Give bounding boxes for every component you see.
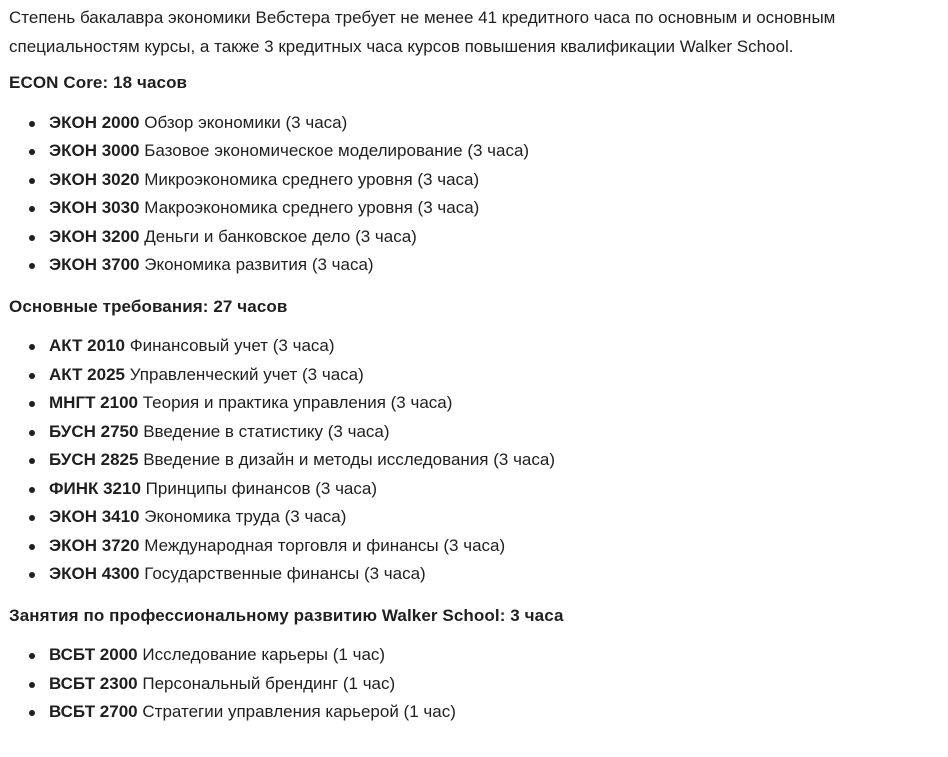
list-item [9,532,930,561]
course-title: Исследование карьеры (1 час) [142,645,386,664]
list-item [9,194,930,223]
course-code: ЭКОН 4300 [49,564,140,583]
bullet-icon [29,235,35,241]
course-list [9,332,930,589]
course-title: Экономика труда (3 часа) [144,507,347,526]
bullet-icon [29,515,35,521]
course-list [9,109,930,280]
bullet-icon [29,544,35,550]
course-code: ЭКОН 3200 [49,226,140,246]
section-econ-core [9,69,930,280]
course-code: ЭКОН 3020 [49,169,140,189]
course-code: ВСБТ 2700 [49,702,138,721]
bullet-icon [29,206,35,212]
course-title: Экономика развития (3 часа) [144,255,374,274]
course-title: Обзор экономики (3 часа) [144,112,348,132]
course-code: ВСБТ 2000 [49,645,138,664]
course-title: Управленческий учет (3 часа) [129,364,364,384]
list-item [9,166,930,195]
list-item [9,251,930,280]
course-code: ЭКОН 3720 [49,535,140,555]
course-title: Принципы финансов (3 часа) [145,478,377,498]
course-title: Макроэкономика среднего уровня (3 часа) [144,198,480,217]
course-code: ЭКОН 3030 [49,198,140,217]
bullet-icon [29,430,35,436]
course-title: Государственные финансы (3 часа) [144,564,426,583]
course-code: ФИНК 3210 [49,478,141,498]
intro-paragraph: Степень бакалавра экономики Вебстера требует не менее 41 кредитного часа по основным и основным специальностям курсы, а также 3 кредитных часа курсов повышения квалификации Walker School. [9,8,836,56]
course-code: БУСН 2825 [49,450,139,469]
course-title: Базовое экономическое моделирование (3 часа) [144,141,530,160]
bullet-icon [29,373,35,379]
bullet-icon [29,344,35,350]
bullet-icon [29,149,35,155]
course-title: Теория и практика управления (3 часа) [142,393,453,412]
bullet-icon [29,121,35,127]
list-item [9,137,930,166]
course-title: Финансовый учет (3 часа) [129,336,335,355]
list-item [9,418,930,447]
course-title: Введение в статистику (3 часа) [143,421,390,441]
list-item [9,361,930,390]
list-item [9,698,930,727]
list-item [9,475,930,504]
bullet-icon [29,572,35,578]
list-item [9,560,930,589]
course-list [9,641,930,727]
course-code: ЭКОН 3410 [49,507,140,526]
bullet-icon [29,710,35,716]
course-code: ЭКОН 2000 [49,112,140,132]
course-code: МНГТ 2100 [49,393,139,412]
list-item [9,503,930,532]
section-heading: Занятия по профессиональному развитию Walker School: 3 часа [9,605,564,625]
section-core-requirements [9,293,930,589]
list-item [9,223,930,252]
course-title: Введение в дизайн и методы исследования (3 часа) [143,450,556,469]
course-code: БУСН 2750 [49,421,139,441]
bullet-icon [29,178,35,184]
course-code: ЭКОН 3700 [49,255,140,274]
course-code: АКТ 2025 [49,364,126,384]
section-walker-school [9,602,930,727]
bullet-icon [29,401,35,407]
course-title: Деньги и банковское дело (3 часа) [144,226,417,246]
course-title: Персональный брендинг (1 час) [142,673,396,693]
list-item [9,109,930,138]
course-code: ВСБТ 2300 [49,673,138,693]
list-item [9,332,930,361]
bullet-icon [29,682,35,688]
course-code: ЭКОН 3000 [49,141,140,160]
course-title: Микроэкономика среднего уровня (3 часа) [144,169,480,189]
course-code: АКТ 2010 [49,336,126,355]
list-item [9,389,930,418]
list-item [9,446,930,475]
bullet-icon [29,263,35,269]
course-title: Стратегии управления карьерой (1 час) [142,702,456,721]
course-title: Международная торговля и финансы (3 часа) [144,535,506,555]
section-heading: ECON Core: 18 часов [9,73,188,92]
section-heading: Основные требования: 27 часов [9,296,288,316]
bullet-icon [29,487,35,493]
list-item [9,641,930,670]
bullet-icon [29,458,35,464]
bullet-icon [29,653,35,659]
list-item [9,670,930,699]
